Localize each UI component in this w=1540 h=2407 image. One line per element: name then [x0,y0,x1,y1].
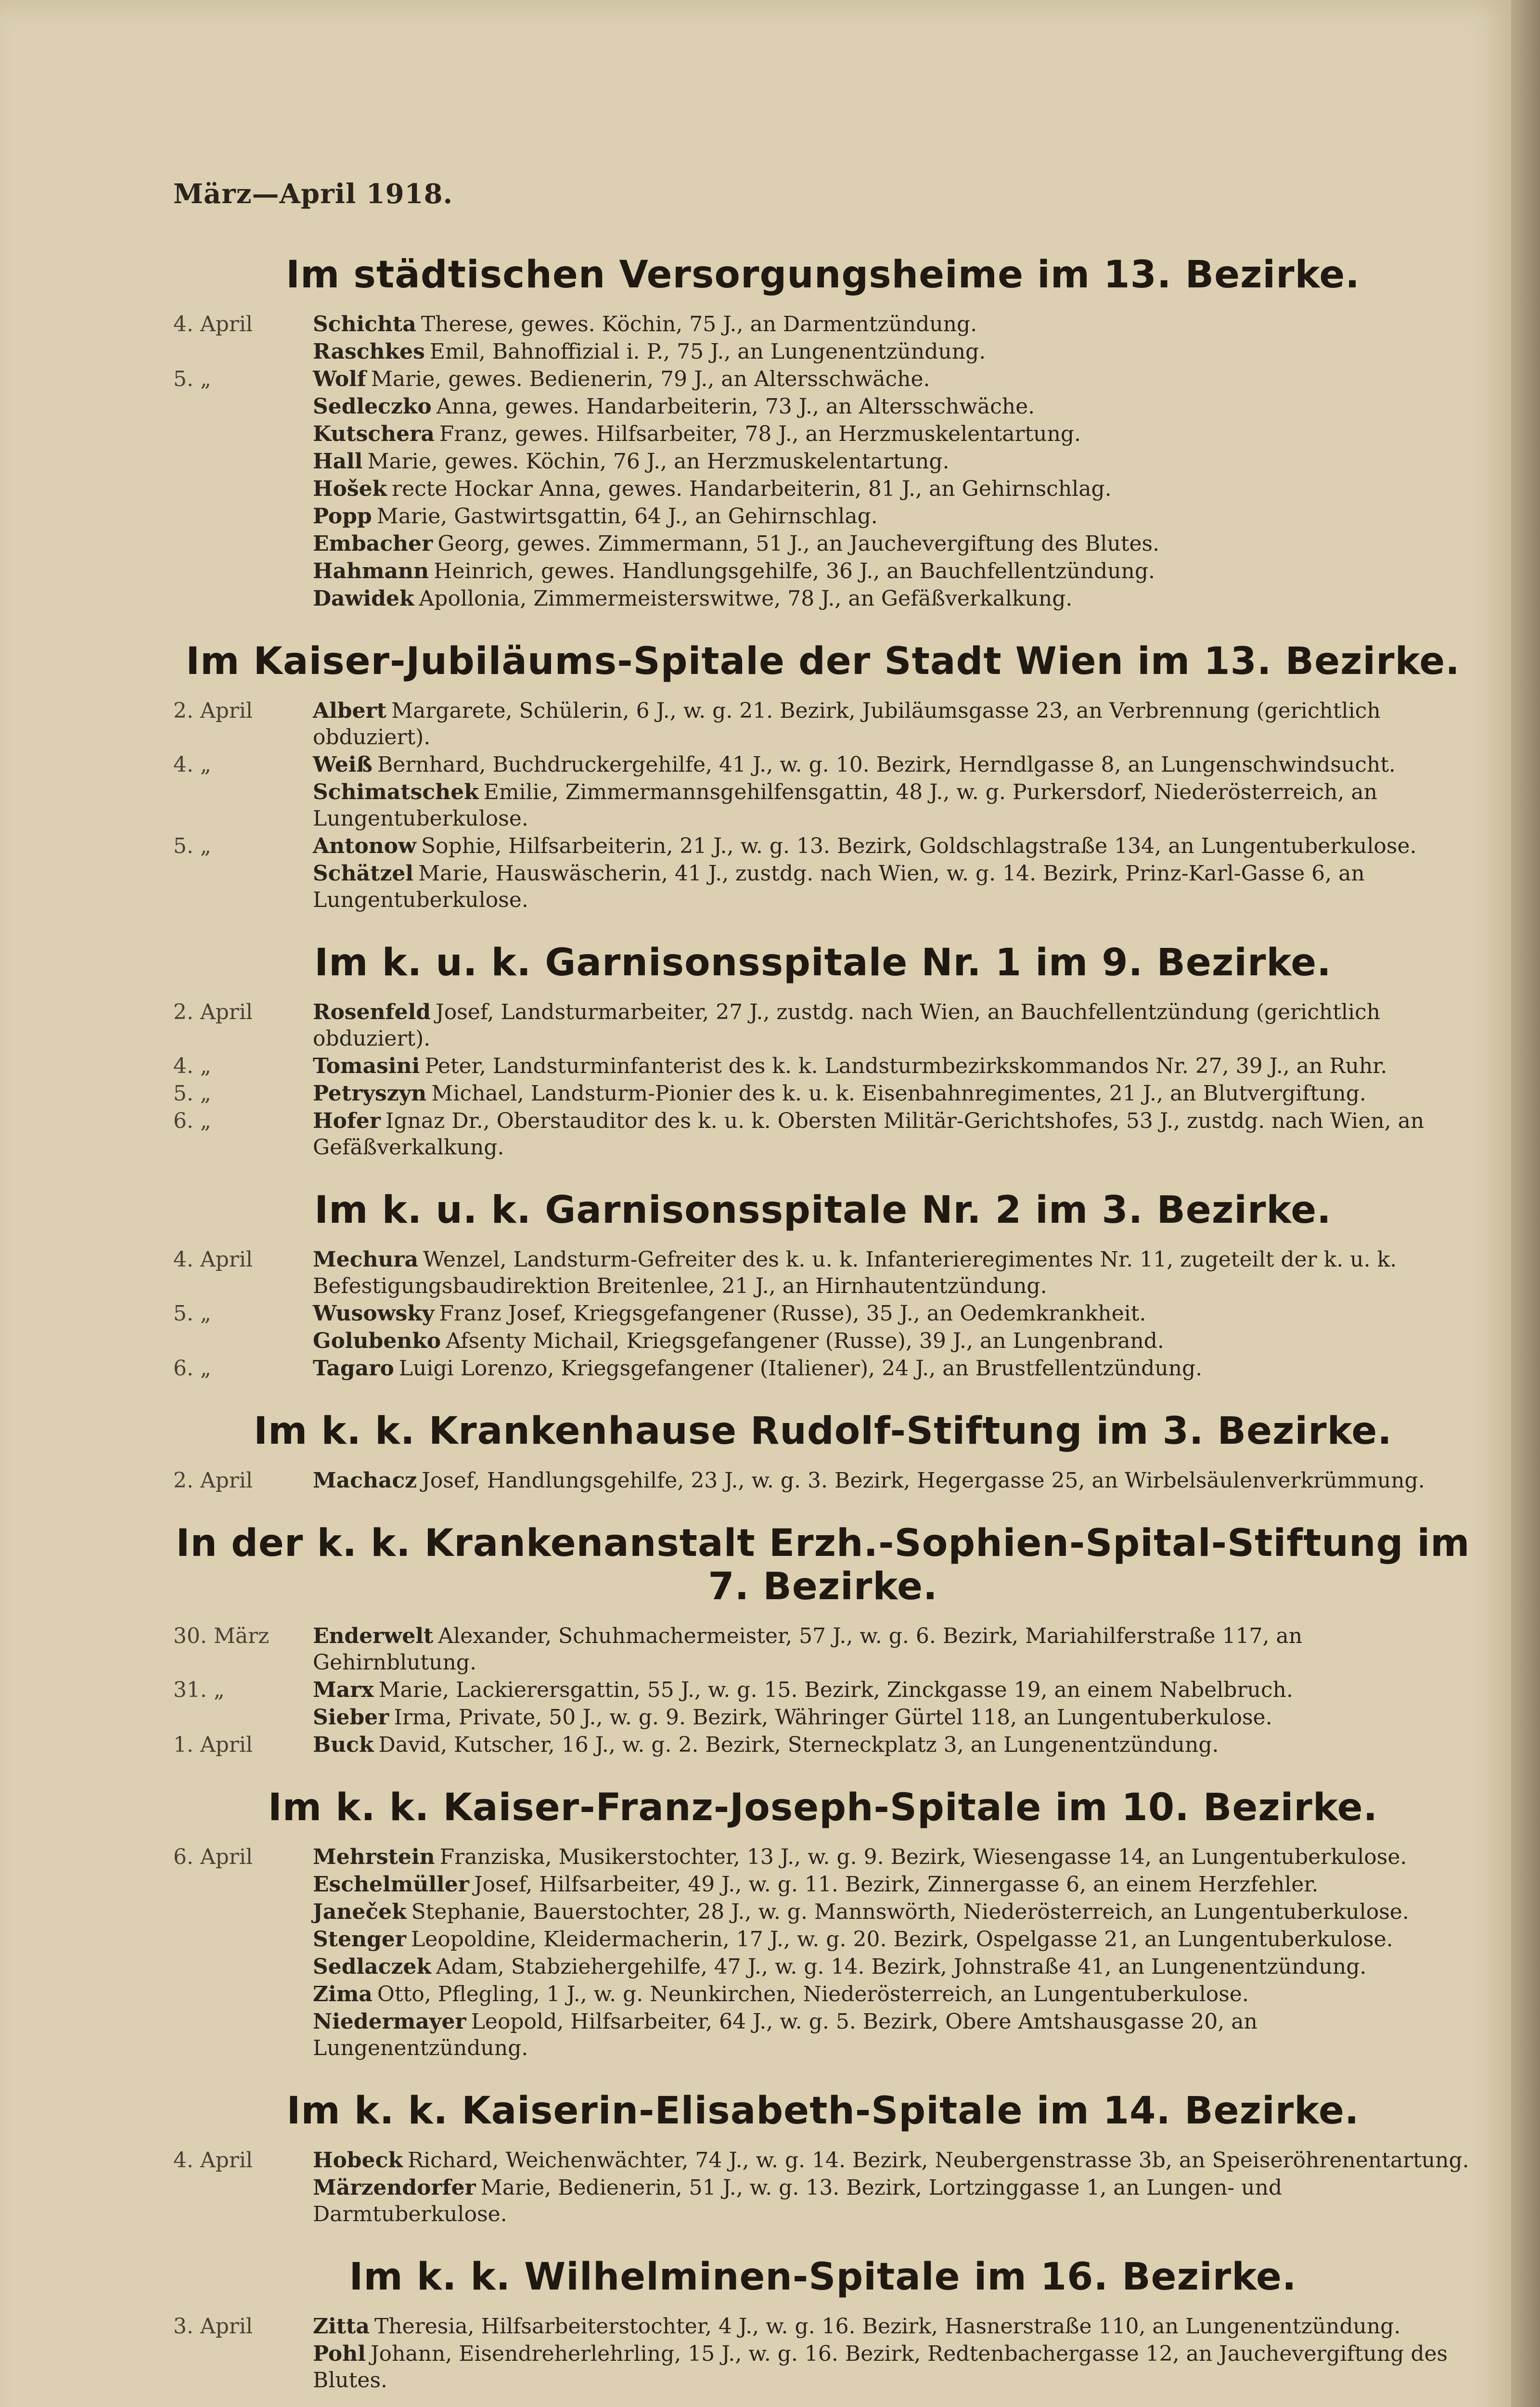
entry [173,421,1473,447]
entry-text: Marie, Gastwirtsgattin, 64 J., an Gehirnschlag. [376,504,878,529]
entry [173,1053,1473,1079]
entry-name: Mehrstein [313,1845,435,1869]
entry-text: Adam, Stabziehergehilfe, 47 J., w. g. 14. Bezirk, Johnstraße 41, an Lungenentzündung. [436,1954,1367,1979]
entry-name: Wolf [313,367,366,391]
entry-text: Wenzel, Landsturm-Gefreiter des k. u. k. Infanterieregimentes Nr. 11, zugeteilt der k. u. k. Befestigungsbaudirektion Breitenlee, 21 J., an Hirnhautentzündung. [313,1247,1397,1298]
entry-name: Pohl [313,2342,366,2366]
entry [173,366,1473,392]
section [173,253,1473,612]
entry-date: 3. April [173,2314,253,2339]
entry [173,1300,1473,1327]
entry-date: 4. April [173,1247,253,1272]
entry-date: 4. April [173,312,253,336]
entry-text: Richard, Weichenwächter, 74 J., w. g. 14. Bezirk, Neubergenstrasse 3b, an Speiseröhrenentartung. [407,2148,1469,2173]
entry-date: 5. „ [173,367,211,391]
entry-name: Dawidek [313,586,414,611]
entry-name: Buck [313,1733,374,1757]
section [173,1189,1473,1382]
entry [173,1871,1473,1898]
entry-text: Marie, Lackierersgattin, 55 J., w. g. 15. Bezirk, Zinckgasse 19, an einem Nabelbruch. [378,1678,1293,1702]
entry-name: Enderwelt [313,1624,434,1648]
entry [173,393,1473,420]
entry-date: 4. „ [173,1054,211,1078]
entry-date: 2. April [173,1000,253,1024]
entry [173,1355,1473,1382]
entry-text: Josef, Landsturmarbeiter, 27 J., zustdg. nach Wien, an Bauchfellentzündung (gerichtlich obduziert). [313,1000,1380,1051]
entry-name: Albert [313,699,387,723]
entry-text: Josef, Handlungsgehilfe, 23 J., w. g. 3. Bezirk, Hegergasse 25, an Wirbelsäulenverkrümmung. [422,1468,1425,1493]
section [173,1522,1473,1758]
section [173,2255,1473,2394]
entry [173,2147,1473,2174]
entry-date: 4. April [173,2148,253,2173]
entry-text: Emil, Bahnoffizial i. P., 75 J., an Lungenentzündung. [429,339,986,364]
section-title: Im k. u. k. Garnisonsspitale Nr. 2 im 3. Bezirke. [314,1189,1332,1232]
entry [173,2174,1473,2227]
sections [173,253,1473,2394]
entry-name: Embacher [313,531,433,556]
entry-text: Heinrich, gewes. Handlungsgehilfe, 36 J., an Bauchfellentzündung. [434,559,1155,583]
section [173,1410,1473,1494]
entry-name: Marx [313,1678,374,1702]
entry [173,1246,1473,1299]
entry-text: Marie, gewes. Köchin, 76 J., an Herzmuskelentartung. [367,449,950,474]
entry-date: 6. April [173,1845,253,1869]
entry [173,1677,1473,1703]
entry-name: Schätzel [313,861,414,886]
entry [173,338,1473,365]
entry-name: Mechura [313,1247,419,1272]
entry-text: Marie, Bedienerin, 51 J., w. g. 13. Bezirk, Lortzinggasse 1, an Lungen- und Darmtuberkulose. [313,2175,1282,2226]
entry-text: Leopold, Hilfsarbeiter, 64 J., w. g. 5. Bezirk, Obere Amtshausgasse 20, an Lungenentzündung. [313,2009,1258,2060]
entry [173,779,1473,832]
entry-name: Popp [313,504,372,529]
entry [173,558,1473,584]
entry-text: Georg, gewes. Zimmermann, 51 J., an Jauchevergiftung des Blutes. [437,531,1160,556]
entry-text: Apollonia, Zimmermeisterswitwe, 78 J., an Gefäßverkalkung. [419,586,1073,611]
section-title: Im Kaiser-Jubiläums-Spitale der Stadt Wien im 13. Bezirke. [186,640,1460,683]
entry-text: Johann, Eisendreherlehrling, 15 J., w. g. 16. Bezirk, Redtenbachergasse 12, an Jauchevergiftung des Blutes. [313,2342,1448,2393]
section-title: In der k. k. Krankenanstalt Erzh.-Sophien-Spital-Stiftung im 7. Bezirke. [176,1522,1470,1608]
section-title: Im k. k. Kaiser-Franz-Joseph-Spitale im 10. Bezirke. [268,1786,1378,1829]
page-edge [1511,0,1540,2407]
entry-date: 5. „ [173,1301,211,1326]
entry-name: Märzendorfer [313,2175,476,2200]
entry [173,698,1473,751]
entry [173,585,1473,612]
entry [173,2341,1473,2394]
entry-text: Emilie, Zimmermannsgehilfensgattin, 48 J., w. g. Purkersdorf, Niederösterreich, an Lungentuberkulose. [313,780,1377,831]
entry-text: Franziska, Musikerstochter, 13 J., w. g. 9. Bezirk, Wiesengasse 14, an Lungentuberkulose. [439,1845,1407,1869]
entry [173,1328,1473,1354]
entry-text: Marie, gewes. Bedienerin, 79 J., an Altersschwäche. [371,367,930,391]
entry-text: Irma, Private, 50 J., w. g. 9. Bezirk, Währinger Gürtel 118, an Lungentuberkulose. [394,1705,1272,1730]
entry [173,476,1473,502]
entry [173,1926,1473,1953]
entry-name: Stenger [313,1927,407,1952]
section-title: Im k. k. Krankenhause Rudolf-Stiftung im 3. Bezirke. [254,1410,1392,1453]
entry-text: Alexander, Schuhmachermeister, 57 J., w. g. 6. Bezirk, Mariahilferstraße 117, an Gehirnblutung. [313,1624,1303,1675]
section-title: Im k. k. Kaiserin-Elisabeth-Spitale im 14. Bezirke. [286,2089,1360,2133]
entry-date: 5. „ [173,834,211,858]
entry-text: David, Kutscher, 16 J., w. g. 2. Bezirk, Sterneckplatz 3, an Lungenentzündung. [378,1733,1219,1757]
entry-text: recte Hockar Anna, gewes. Handarbeiterin, 81 J., an Gehirnschlag. [392,477,1112,501]
entry-name: Hošek [313,477,387,501]
entry-name: Hofer [313,1109,381,1133]
entry-name: Wusowsky [313,1301,435,1326]
entry-date: 1. April [173,1733,253,1757]
entry-text: Leopoldine, Kleidermacherin, 17 J., w. g. 20. Bezirk, Ospelgasse 21, an Lungentuberkulose. [411,1927,1393,1952]
entry-name: Rosenfeld [313,1000,431,1024]
entry-name: Raschkes [313,339,425,364]
entry-name: Zima [313,1982,372,2006]
entry-name: Antonow [313,834,417,858]
section-title: Im k. k. Wilhelminen-Spitale im 16. Bezirke. [349,2255,1297,2299]
entry-text: Anna, gewes. Handarbeiterin, 73 J., an Altersschwäche. [436,394,1035,419]
entry-text: Afsenty Michail, Kriegsgefangener (Russe), 39 J., an Lungenbrand. [446,1329,1164,1353]
section [173,1786,1473,2061]
entry-date: 4. „ [173,752,211,777]
entry [173,1981,1473,2007]
section [173,941,1473,1161]
entry-text: Therese, gewes. Köchin, 75 J., an Darmentzündung. [421,312,977,336]
entry-text: Stephanie, Bauerstochter, 28 J., w. g. Mannswörth, Niederösterreich, an Lungentuberkulose. [411,1900,1409,1924]
entry-text: Michael, Landsturm-Pionier des k. u. k. Eisenbahnregimentes, 21 J., an Blutvergiftung. [431,1081,1366,1106]
section [173,640,1473,913]
entry-text: Sophie, Hilfsarbeiterin, 21 J., w. g. 13. Bezirk, Goldschlagstraße 134, an Lungentuberkulose. [421,834,1417,858]
entry [173,833,1473,859]
entry [173,999,1473,1052]
entry [173,860,1473,913]
entry-name: Niedermayer [313,2009,466,2034]
entry [173,311,1473,337]
entry-name: Sieber [313,1705,389,1730]
entry-name: Kutschera [313,422,435,446]
entry-date: 5. „ [173,1081,211,1106]
entry-text: Margarete, Schülerin, 6 J., w. g. 21. Bezirk, Jubiläumsgasse 23, an Verbrennung (gerichtlich obduziert). [313,699,1381,750]
entry [173,1467,1473,1494]
entry [173,1623,1473,1676]
entry-date: 31. „ [173,1678,225,1702]
entry-name: Golubenko [313,1329,441,1353]
entry [173,2008,1473,2061]
entry-name: Hobeck [313,2148,403,2173]
entry-date: 6. „ [173,1356,211,1381]
entry [173,2313,1473,2340]
entry [173,531,1473,557]
section-title: Im k. u. k. Garnisonsspitale Nr. 1 im 9. Bezirke. [314,941,1332,984]
entry-text: Theresia, Hilfsarbeiterstochter, 4 J., w. g. 16. Bezirk, Hasnerstraße 110, an Lungenentzündung. [374,2314,1401,2339]
entry-date: 30. März [173,1624,270,1648]
entry-date: 6. „ [173,1109,211,1133]
entry-name: Tomasini [313,1054,420,1078]
entry-text: Franz Josef, Kriegsgefangener (Russe), 35 J., an Oedemkrankheit. [439,1301,1146,1326]
entry [173,1732,1473,1758]
entry-name: Petryszyn [313,1081,427,1106]
page-content [173,178,1473,2407]
entry-name: Eschelmüller [313,1872,469,1897]
entry-text: Peter, Landsturminfanterist des k. k. Landsturmbezirkskommandos Nr. 27, 39 J., an Ruhr. [424,1054,1387,1078]
section-title: Im städtischen Versorgungsheime im 13. Bezirke. [286,253,1360,297]
entry [173,503,1473,530]
entry-name: Sedlaczek [313,1954,432,1979]
entry-name: Weiß [313,752,372,777]
dateline: März—April 1918. [173,178,453,210]
entry-text: Marie, Hauswäscherin, 41 J., zustdg. nach Wien, w. g. 14. Bezirk, Prinz-Karl-Gasse 6, an Lungentuberkulose. [313,861,1365,912]
entry [173,1899,1473,1925]
entry [173,1080,1473,1107]
entry-name: Zitta [313,2314,370,2339]
entry [173,1844,1473,1870]
entry [173,448,1473,475]
entry [173,1108,1473,1161]
entry-date: 2. April [173,1468,253,1493]
entry-date: 2. April [173,699,253,723]
entry [173,1954,1473,1980]
entry-text: Otto, Pflegling, 1 J., w. g. Neunkirchen, Niederösterreich, an Lungentuberkulose. [377,1982,1249,2006]
entry [173,751,1473,778]
entry-text: Josef, Hilfsarbeiter, 49 J., w. g. 11. Bezirk, Zinnergasse 6, an einem Herzfehler. [474,1872,1319,1897]
entry-name: Tagaro [313,1356,394,1381]
entry-name: Machacz [313,1468,417,1493]
entry-name: Hahmann [313,559,429,583]
entry-name: Hall [313,449,363,474]
entry-text: Bernhard, Buchdruckergehilfe, 41 J., w. g. 10. Bezirk, Herndlgasse 8, an Lungenschwindsucht. [377,752,1396,777]
entry-name: Schimatschek [313,780,479,804]
entry-text: Ignaz Dr., Oberstauditor des k. u. k. Obersten Militär-Gerichtshofes, 53 J., zustdg. nach Wien, an Gefäßverkalkung. [313,1109,1424,1160]
entry-name: Schichta [313,312,416,336]
entry-name: Janeček [313,1900,407,1924]
entry [173,1704,1473,1731]
entry-name: Sedleczko [313,394,432,419]
entry-text: Luigi Lorenzo, Kriegsgefangener (Italiener), 24 J., an Brustfellentzündung. [398,1356,1203,1381]
entry-text: Franz, gewes. Hilfsarbeiter, 78 J., an Herzmuskelentartung. [439,422,1081,446]
section [173,2089,1473,2227]
